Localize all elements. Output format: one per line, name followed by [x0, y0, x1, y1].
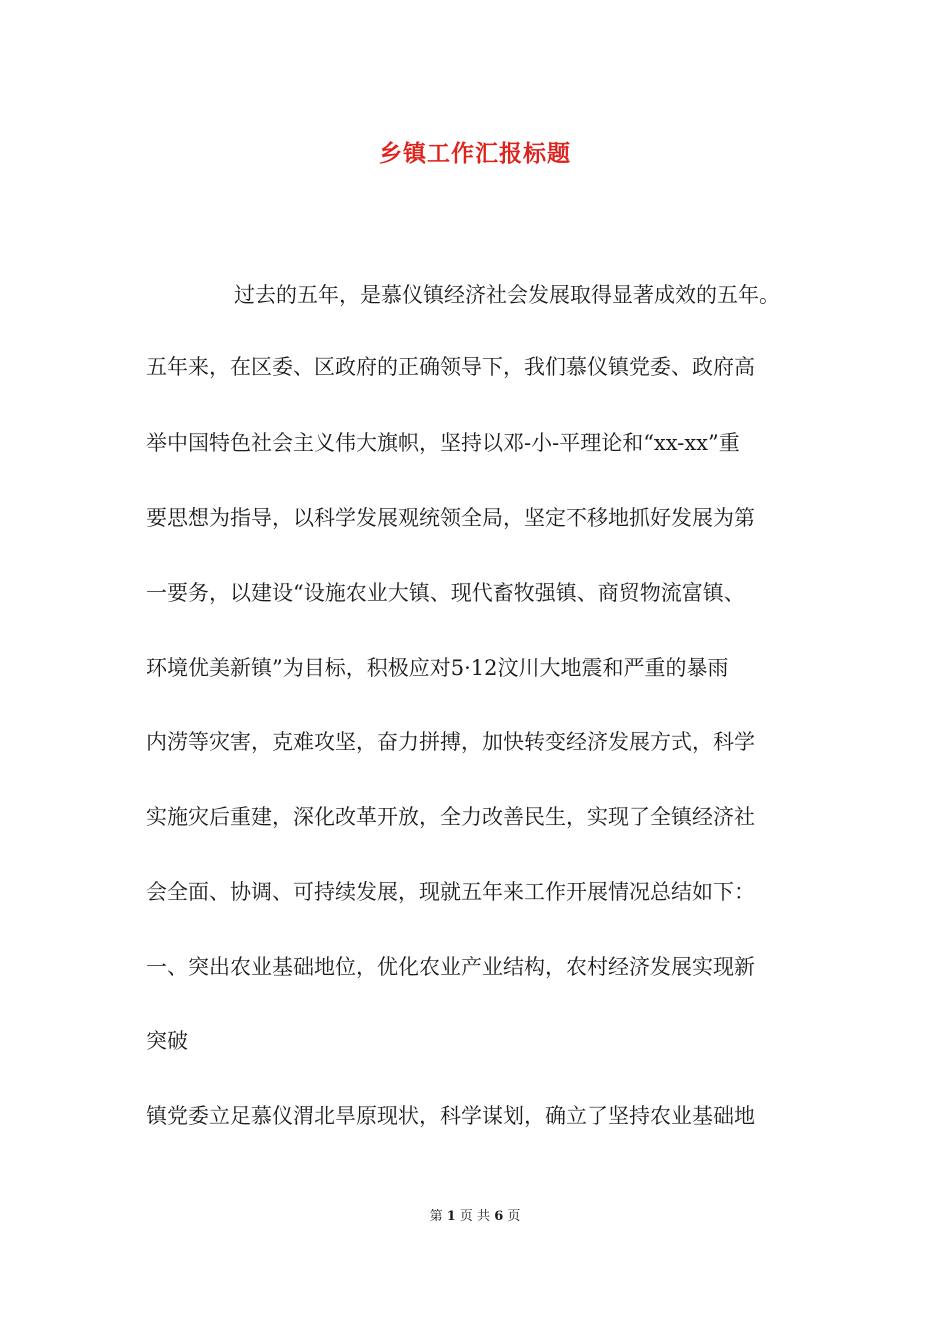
paragraph-line: 举中国特色社会主义伟大旗帜，坚持以邓-小-平理论和“xx-xx”重	[146, 431, 740, 455]
paragraph-line: 会全面、协调、可持续发展，现就五年来工作开展情况总结如下：	[146, 880, 755, 904]
footer-middle: 页 共	[459, 1209, 491, 1224]
paragraph-line: 内涝等灾害，克难攻坚，奋力拼搏，加快转变经济发展方式，科学	[146, 730, 755, 754]
section-heading-line: 一、突出农业基础地位，优化农业产业结构，农村经济发展实现新	[146, 955, 755, 979]
paragraph-line: 五年来，在区委、区政府的正确领导下，我们慕仪镇党委、政府高	[146, 355, 755, 379]
page-footer	[0, 1207, 950, 1227]
current-page-number: 1	[446, 1209, 456, 1224]
section-heading-line: 突破	[146, 1029, 188, 1053]
paragraph-line: 镇党委立足慕仪渭北旱原现状，科学谋划，确立了坚持农业基础地	[146, 1104, 755, 1128]
document-title: 乡镇工作汇报标题	[379, 140, 571, 167]
paragraph-line: 要思想为指导，以科学发展观统领全局，坚定不移地抓好发展为第	[146, 506, 755, 530]
footer-suffix: 页	[507, 1209, 521, 1224]
footer-prefix: 第	[429, 1209, 443, 1224]
total-page-number: 6	[494, 1209, 504, 1224]
paragraph-line: 实施灾后重建，深化改革开放，全力改善民生，实现了全镇经济社	[146, 805, 755, 829]
paragraph-line: 一要务，以建设“设施农业大镇、现代畜牧强镇、商贸物流富镇、	[146, 581, 745, 605]
paragraph-line: 过去的五年，是慕仪镇经济社会发展取得显著成效的五年。	[234, 283, 780, 307]
paragraph-line: 环境优美新镇”为目标，积极应对5·12汶川大地震和严重的暴雨	[146, 656, 729, 680]
